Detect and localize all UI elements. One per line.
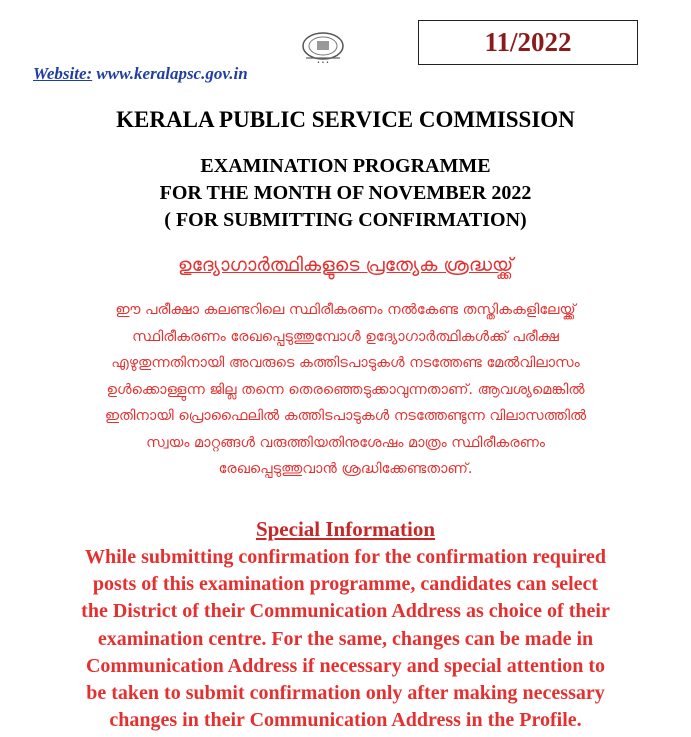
malayalam-notice-line: എഴുതുന്നതിനായി അവരുടെ കത്തിടപാടുകൾ നടത്തേണ്ട മേൽവിലാസം — [111, 355, 580, 371]
website-link[interactable]: www.keralapsc.gov.in — [96, 64, 248, 83]
special-information-heading: Special Information — [255, 517, 436, 541]
programme-title-line: ( FOR SUBMITTING CONFIRMATION) — [164, 209, 527, 231]
website-label: Website: — [33, 64, 93, 83]
special-information-line: examination centre. For the same, changes can be made in — [97, 627, 594, 650]
special-information-line: be taken to submit confirmation only after making necessary — [86, 682, 605, 705]
malayalam-heading: ഉദ്യോഗാർത്ഥികളുടെ പ്രത്യേക ശ്രദ്ധയ്ക്ക് — [177, 254, 514, 276]
programme-title-line: EXAMINATION PROGRAMME — [200, 155, 491, 177]
malayalam-notice-line: ഇതിനായി പ്രൊഫൈലിൽ കത്തിടപാടുകൾ നടത്തേണ്ടുന്ന വിലാസത്തിൽ — [104, 408, 587, 424]
kerala-psc-emblem-icon — [300, 31, 346, 65]
svg-text:• • •: • • • — [316, 60, 330, 65]
organization-title: KERALA PUBLIC SERVICE COMMISSION — [116, 107, 575, 132]
special-information-line: Communication Address if necessary and special attention to — [85, 654, 606, 677]
special-information-line: the District of their Communication Address as choice of their — [81, 600, 610, 623]
malayalam-notice-line: രേഖപ്പെടുത്തുവാൻ ശ്രദ്ധിക്കേണ്ടതാണ്. — [218, 461, 473, 477]
malayalam-notice-line: സ്ഥിരീകരണം രേഖപ്പെടുത്തുമ്പോൾ ഉദ്യോഗാർത്ഥികൾക്ക് പരീക്ഷ — [132, 328, 559, 345]
special-information-line: changes in their Communication Address in the Profile. — [109, 709, 582, 732]
special-information-line: While submitting confirmation for the confirmation required — [84, 546, 607, 568]
notice-number-box — [418, 20, 638, 65]
programme-title — [0, 153, 691, 234]
programme-title-line: FOR THE MONTH OF NOVEMBER 2022 — [159, 182, 532, 204]
notice-number: 11/2022 — [484, 27, 572, 57]
malayalam-notice-line: ഈ പരീക്ഷാ കലണ്ടറിലെ സ്ഥിരീകരണം നൽകേണ്ട തസ്തികകളിലേയ്ക്ക് — [115, 302, 576, 318]
malayalam-notice-body — [20, 297, 671, 483]
special-information-line: posts of this examination programme, candidates can select — [92, 573, 599, 596]
website-line — [33, 64, 248, 84]
malayalam-notice-line: സ്വയം മാറ്റങ്ങൾ വരുത്തിയതിനുശേഷം മാത്രം സ്ഥിരീകരണം — [146, 434, 545, 451]
special-information-body — [0, 544, 691, 734]
malayalam-notice-line: ഉൾക്കൊള്ളുന്ന ജില്ല തന്നെ തെരഞ്ഞെടുക്കാവുന്നതാണ്. ആവശ്യമെങ്കിൽ — [106, 381, 585, 398]
